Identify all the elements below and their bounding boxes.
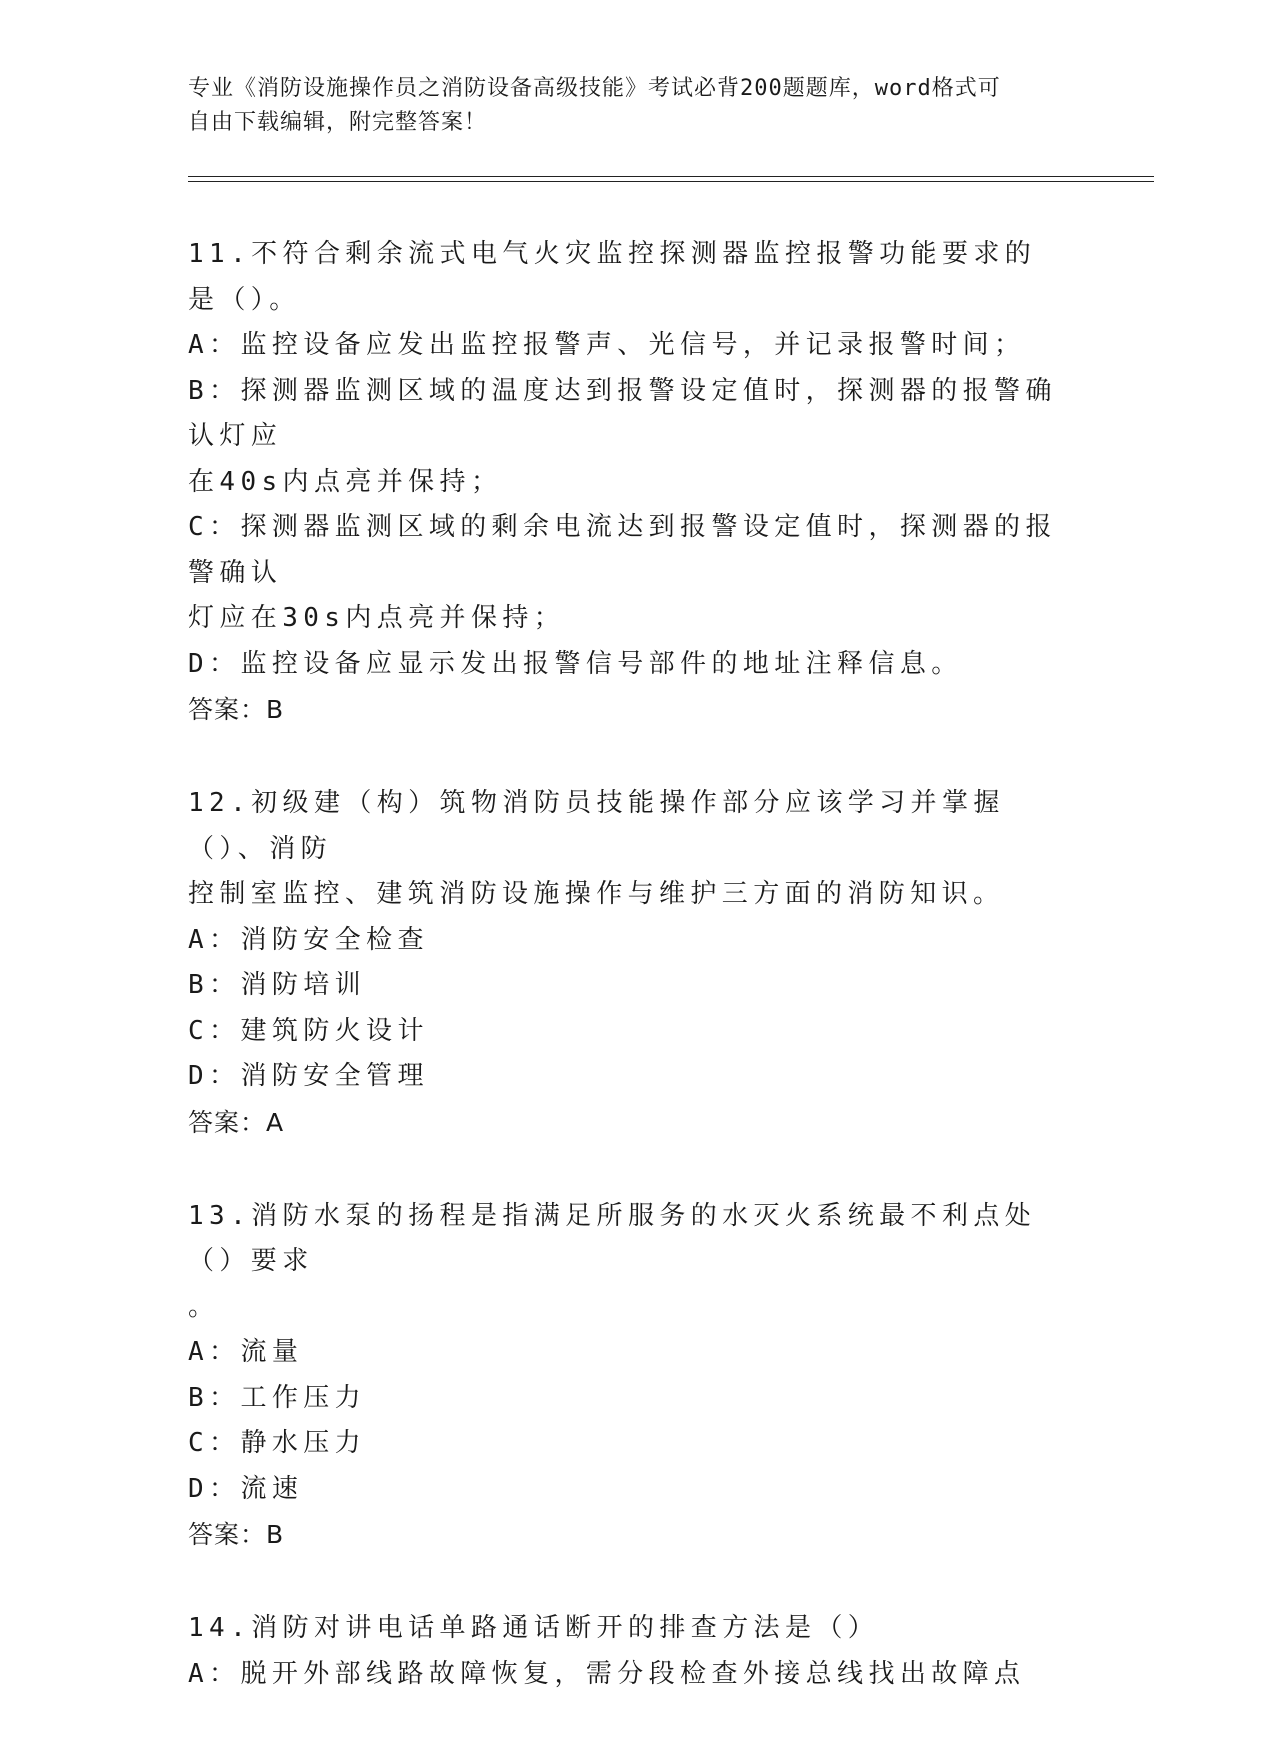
- option-d: D：流速: [188, 1473, 304, 1504]
- option-b: B：探测器监测区域的温度达到报警设定值时，探测器的报警确认灯应: [188, 375, 1057, 451]
- question-12: [188, 781, 1058, 1145]
- question-stem: 12.初级建（构）筑物消防员技能操作部分应该学习并掌握（）、消防: [188, 788, 1005, 864]
- document-header: [188, 72, 1088, 140]
- option-c: C：静水压力: [188, 1428, 367, 1458]
- option-b: B：消防培训: [188, 970, 367, 1000]
- answer: 答案：A: [188, 1107, 285, 1137]
- question-11: [188, 232, 1058, 732]
- question-list: [188, 232, 1058, 1746]
- header-line-2: 自由下载编辑，附完整答案！: [188, 110, 488, 135]
- question-14: [188, 1606, 1058, 1697]
- header-divider: [188, 176, 1154, 182]
- answer: 答案：B: [188, 695, 285, 724]
- option-c-continued: 灯应在30s内点亮并保持；: [188, 603, 566, 633]
- answer: 答案：B: [188, 1520, 285, 1549]
- question-stem: 14.消防对讲电话单路通话断开的排查方法是（）: [188, 1613, 880, 1643]
- question-stem-continued: 控制室监控、建筑消防设施操作与维护三方面的消防知识。: [188, 879, 1005, 909]
- option-b-continued: 在40s内点亮并保持；: [188, 466, 503, 497]
- question-stem: 13.消防水泵的扬程是指满足所服务的水灭火系统最不利点处（）要求: [188, 1200, 1037, 1276]
- question-stem: 11.不符合剩余流式电气火灾监控探测器监控报警功能要求的是（）。: [188, 239, 1037, 315]
- option-a: A：监控设备应发出监控报警声、光信号，并记录报警时间；: [188, 330, 1026, 360]
- question-stem-continued: 。: [188, 1291, 220, 1322]
- option-c: C：建筑防火设计: [188, 1015, 429, 1046]
- option-d: D：消防安全管理: [188, 1061, 429, 1091]
- option-a: A：脱开外部线路故障恢复，需分段检查外接总线找出故障点: [188, 1658, 1026, 1689]
- option-b: B：工作压力: [188, 1382, 367, 1413]
- option-a: A：流量: [188, 1337, 304, 1367]
- option-a: A：消防安全检查: [188, 924, 429, 955]
- question-13: [188, 1194, 1058, 1558]
- option-c: C：探测器监测区域的剩余电流达到报警设定值时，探测器的报警确认: [188, 512, 1057, 588]
- header-line-1: 专业《消防设施操作员之消防设备高级技能》考试必背200题题库，word格式可: [188, 76, 1001, 101]
- option-d: D：监控设备应显示发出报警信号部件的地址注释信息。: [188, 648, 963, 679]
